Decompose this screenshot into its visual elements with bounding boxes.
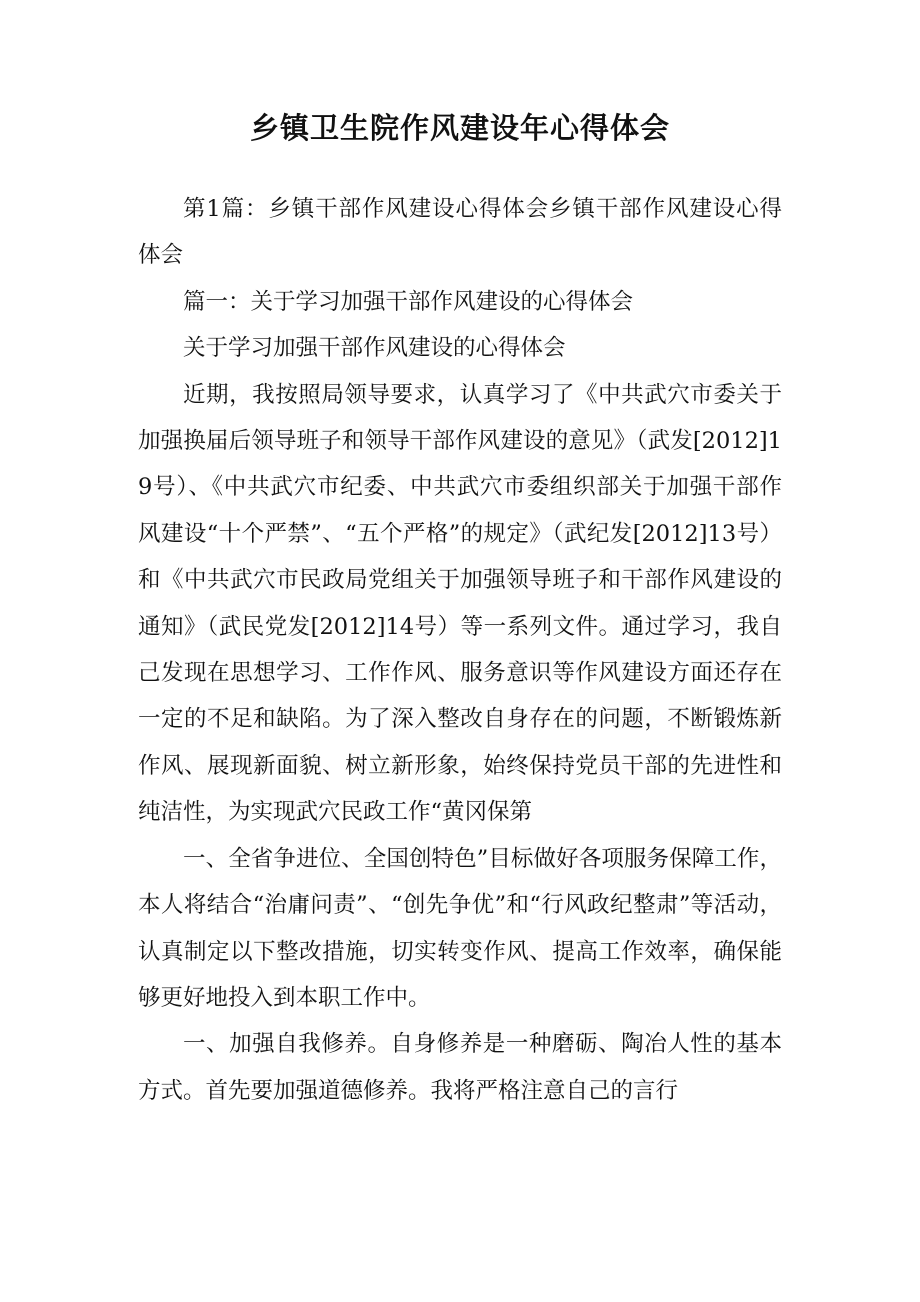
- paragraph-2: 篇一：关于学习加强干部作风建设的心得体会: [183, 288, 634, 315]
- paragraph-5: 一、全省争进位、全国创特色”目标做好各项服务保障工作，本人将结合“治庸问责”、“创先争优”和“行风政纪整肃”等活动，认真制定以下整改措施，切实转变作风、提高工作效率，确保能够更好地投入到本职工作中。: [138, 845, 782, 1011]
- paragraph-6: 一、加强自我修养。自身修养是一种磨砺、陶冶人性的基本方式。首先要加强道德修养。我将严格注意自己的言行: [138, 1031, 782, 1104]
- paragraph-3: 关于学习加强干部作风建设的心得体会: [183, 335, 566, 362]
- paragraph-4: 近期，我按照局领导要求，认真学习了《中共武穴市委关于加强换届后领导班子和领导干部作风建设的意见》（武发[2012]19号）、《中共武穴市纪委、中共武穴市委组织部关于加强干部作风建设“十个严禁”、“五个严格”的规定》（武纪发[2012]13号）和《中共武穴市民政局党组关于加强领导班子和干部作风建设的通知》（武民党发[2012]14号）等一系列文件。通过学习，我自己发现在思想学习、工作作风、服务意识等作风建设方面还存在一定的不足和缺陷。为了深入整改自身存在的问题，不断锻炼新作风、展现新面貌、树立新形象，始终保持党员干部的先进性和纯洁性，为实现武穴民政工作“黄冈保第: [138, 381, 782, 826]
- paragraph-1: 第1篇：乡镇干部作风建设心得体会乡镇干部作风建设心得体会: [138, 196, 782, 269]
- document-title: 乡镇卫生院作风建设年心得体会: [249, 111, 670, 145]
